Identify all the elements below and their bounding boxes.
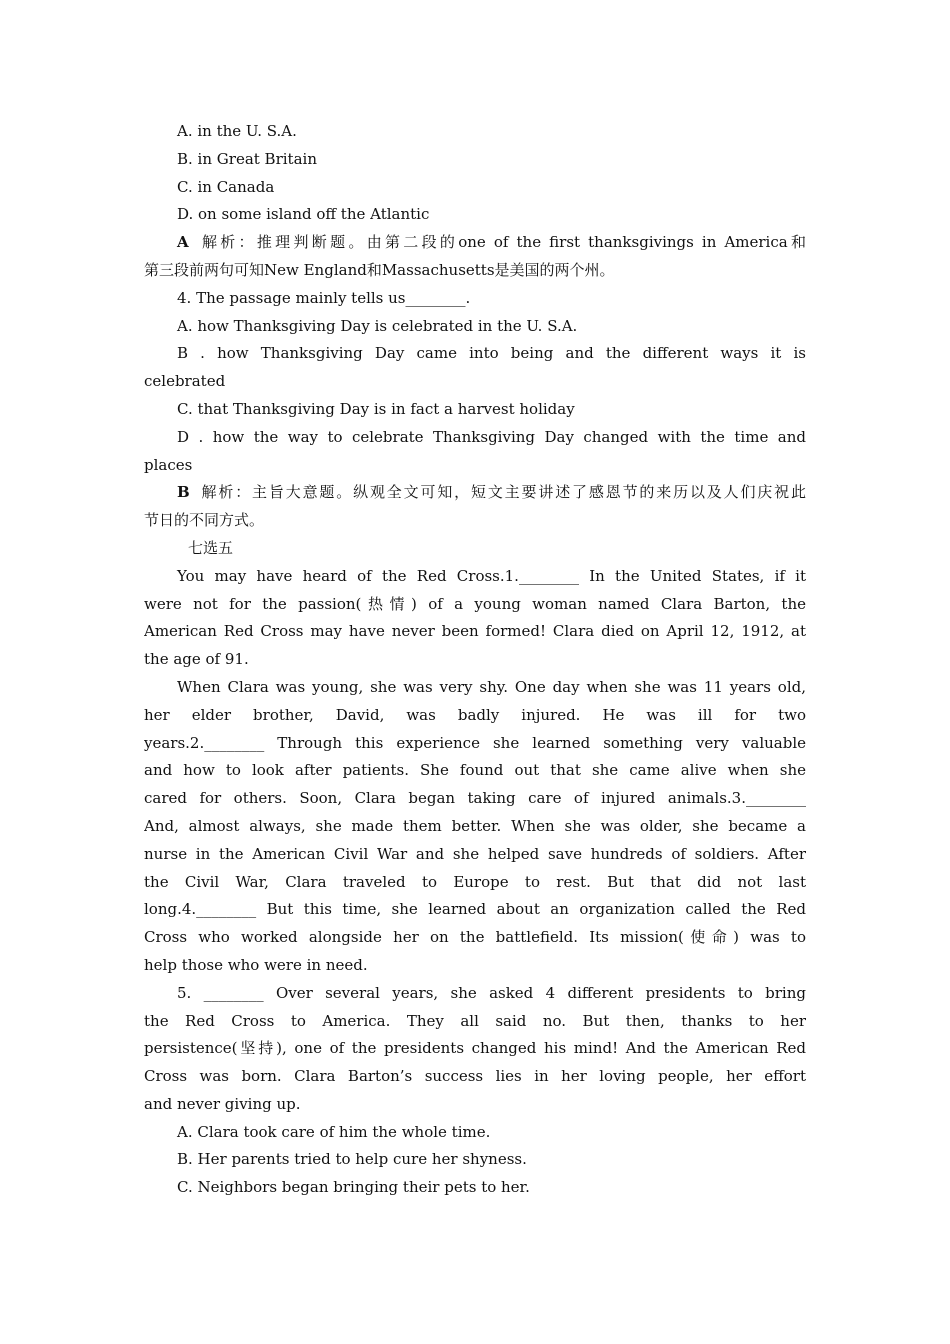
passage-p3-line: persistence(坚持), one of the presidents changed his mind! And the American Red [144,1039,806,1058]
choice-a: A. Clara took care of him the whole time. [177,1122,491,1141]
passage-p2-line: years.2.________ Through this experience she learned something very valuable [144,733,806,752]
q3-answer: A [177,233,189,252]
q3-explanation-line1 [144,229,806,257]
q4-option-c: C. that Thanksgiving Day is in fact a harvest holiday [177,399,575,418]
q4-option-b-line1: B . how Thanksgiving Day came into being and the different ways it is [177,344,806,363]
q3-option-b: B. in Great Britain [177,149,317,168]
passage-p2-line: help those who were in need. [144,955,368,974]
document-page [144,118,806,1202]
passage-p3-line: 5. ________ Over several years, she asked 4 different presidents to bring [177,983,806,1002]
q4-explanation-text: 解析：主旨大意题。纵观全文可知，短文主要讲述了感恩节的来历以及人们庆祝此 [199,483,806,502]
q3-option-d: D. on some island off the Atlantic [177,205,430,224]
q4-explanation-line2: 节日的不同方式。 [144,511,265,530]
passage-p2-line: nurse in the American Civil War and she helped save hundreds of soldiers. After [144,844,806,863]
passage-p2-line: When Clara was young, she was very shy. One day when she was 11 years old, [177,677,806,696]
q4-option-a: A. how Thanksgiving Day is celebrated in the U. S.A. [177,316,578,335]
passage-p2-line: her elder brother, David, was badly injured. He was ill for two [144,705,806,724]
q3-option-a: A. in the U. S.A. [177,122,297,140]
q3-explanation-text: 解析：推理判断题。由第二段的one of the first thanksgivings in America和 [198,233,806,252]
passage-p3-line: and never giving up. [144,1094,301,1113]
passage-p1-line: were not for the passion(热情) of a young woman named Clara Barton, the [144,594,806,613]
q4-answer: B [177,483,190,502]
choice-b: B. Her parents tried to help cure her shyness. [177,1150,527,1169]
passage-p2-line: Cross who worked alongside her on the battlefield. Its mission(使命) was to [144,928,806,947]
q3-option-c: C. in Canada [177,177,275,196]
q4-option-b-line2: celebrated [144,372,226,391]
passage-p1-line: You may have heard of the Red Cross.1.________ In the United States, if it [177,566,806,585]
section-title: 七选五 [188,538,234,557]
passage-p2-line: cared for others. Soon, Clara began taking care of injured animals.3.________ [144,789,806,808]
passage-p2-line: And, almost always, she made them better. When she was older, she became a [144,816,806,835]
passage-p1-line: American Red Cross may have never been formed! Clara died on April 12, 1912, at [144,622,806,641]
passage-p2-line: long.4.________ But this time, she learned about an organization called the Red [144,900,806,919]
passage-p3-line: the Red Cross to America. They all said no. But then, thanks to her [144,1011,806,1030]
passage-p1-line: the age of 91. [144,650,249,669]
q3-explanation-line2: 第三段前两句可知New England和Massachusetts是美国的两个州。 [144,260,615,279]
passage-p3-line: Cross was born. Clara Barton’s success lies in her loving people, her effort [144,1067,806,1086]
q4-option-d-line2: places [144,455,193,474]
choice-c: C. Neighbors began bringing their pets to her. [177,1178,530,1197]
passage-p2-line: and how to look after patients. She found out that she came alive when she [144,761,806,780]
passage-p2-line: the Civil War, Clara traveled to Europe to rest. But that did not last [144,872,806,891]
q4-explanation-line1 [144,479,806,507]
q4-option-d-line1: D . how the way to celebrate Thanksgiving Day changed with the time and [177,427,806,446]
q4-stem: 4. The passage mainly tells us________. [177,288,471,307]
